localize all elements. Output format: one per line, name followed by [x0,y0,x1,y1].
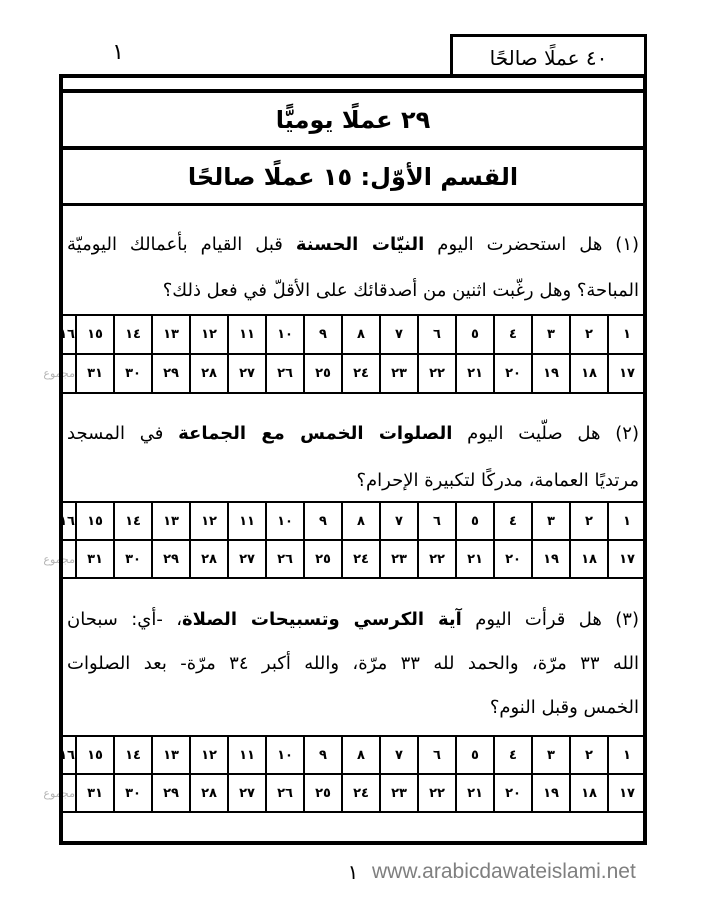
question-line [67,642,639,686]
question-text: المباحة؟ وهل رغّبت اثنين من أصدقائك على الأقلّ في فعل ذلك؟ [162,280,639,301]
day-cell: ٢٩ [152,774,190,812]
question-text: في المسجد [67,423,179,444]
day-cell: ١٧ [608,354,646,393]
day-cell: ١٨ [570,540,608,578]
day-cell: ٨ [342,315,380,354]
tracker-row [62,315,646,354]
total-cell: مجموع [62,540,76,578]
day-cell: ٥ [456,502,494,540]
question-text: الخمس وقبل النوم؟ [489,697,639,718]
day-cell: ١٢ [190,315,228,354]
question-line [67,457,639,504]
day-cell: ١٣ [152,736,190,774]
day-cell: ٣١ [76,774,114,812]
day-cell: ٢٢ [418,774,456,812]
day-cell: ١٩ [532,774,570,812]
day-cell: ٣٠ [114,354,152,393]
day-cell: ١٩ [532,540,570,578]
day-cell: ٩ [304,502,342,540]
day-cell: ٣١ [76,540,114,578]
question-1 [67,222,639,314]
question-text: قبل القيام بأعمالك اليوميّة [67,234,296,255]
day-cell: ٢٧ [228,354,266,393]
day-cell: ٢٥ [304,354,342,393]
day-cell: ٨ [342,502,380,540]
divider-line [59,146,647,150]
day-cell: ٢٦ [266,774,304,812]
day-cell: ٢٢ [418,354,456,393]
day-cell: ١ [608,502,646,540]
day-cell: ١٢ [190,502,228,540]
day-cell: ٥ [456,315,494,354]
day-cell: ١٥ [76,502,114,540]
day-cell: ١٦ [62,736,76,774]
total-cell: مجموع [62,354,76,393]
day-cell: ٦ [418,502,456,540]
day-cell: ٢٤ [342,774,380,812]
day-cell: ٢ [570,502,608,540]
question-line [67,686,639,730]
question-text: مرتديًا العمامة، مدركًا لتكبيرة الإحرام؟ [356,470,639,491]
day-cell: ٤ [494,315,532,354]
day-cell: ٣٠ [114,540,152,578]
day-tracker-grid-2 [43,501,647,579]
day-cell: ١٧ [608,540,646,578]
question-text: ، -أي: سبحان [67,609,183,630]
day-cell: ١ [608,736,646,774]
header-badge-label: ٤٠ عملًا صالحًا [489,45,608,70]
tracker-row [62,774,646,812]
day-cell: ٢٧ [228,540,266,578]
day-cell: ١٦ [62,502,76,540]
day-cell: ٢٥ [304,540,342,578]
day-cell: ٢٣ [380,774,418,812]
day-cell: ٧ [380,502,418,540]
day-cell: ٣ [532,315,570,354]
day-cell: ١٤ [114,502,152,540]
day-cell: ١٠ [266,315,304,354]
day-cell: ١ [608,315,646,354]
section-subtitle-text: القسم الأوّل: ١٥ عملًا صالحًا [187,162,519,191]
day-cell: ١٣ [152,315,190,354]
footer-website-link[interactable]: www.arabicdawateislami.net [372,860,636,883]
question-text-bold: النيّات الحسنة [295,234,425,255]
day-cell: ١٤ [114,736,152,774]
day-cell: ٩ [304,315,342,354]
question-line [67,222,639,268]
day-cell: ٥ [456,736,494,774]
tracker-row [62,502,646,540]
day-cell: ٢٠ [494,354,532,393]
day-cell: ٢١ [456,774,494,812]
day-cell: ٤ [494,502,532,540]
day-cell: ٢٨ [190,354,228,393]
day-cell: ٢٨ [190,540,228,578]
day-cell: ٢٠ [494,774,532,812]
day-tracker-grid-3 [43,735,647,813]
day-cell: ٢ [570,315,608,354]
day-cell: ١١ [228,315,266,354]
page-title-text: ٢٩ عملًا يوميًّا [275,105,431,134]
day-cell: ٢٧ [228,774,266,812]
day-cell: ٢٦ [266,540,304,578]
day-cell: ١٨ [570,774,608,812]
day-cell: ٤ [494,736,532,774]
question-text: (٢) هل صلّيت اليوم [452,423,639,444]
day-cell: ١٠ [266,502,304,540]
day-cell: ٨ [342,736,380,774]
question-3 [67,598,639,730]
day-cell: ٣٠ [114,774,152,812]
day-cell: ٢٢ [418,540,456,578]
day-cell: ٦ [418,315,456,354]
day-cell: ٢٨ [190,774,228,812]
day-cell: ٧ [380,315,418,354]
question-text: الله ٣٣ مرّة، والحمد لله ٣٣ مرّة، والله أكبر ٣٤ مرّة- بعد الصلوات [67,653,639,674]
day-cell: ١٤ [114,315,152,354]
day-cell: ٢٥ [304,774,342,812]
day-cell: ١٩ [532,354,570,393]
day-cell: ١٥ [76,736,114,774]
day-cell: ٣ [532,502,570,540]
footer-page-number: ١ [347,860,359,884]
day-cell: ٢١ [456,540,494,578]
tracker-row [62,736,646,774]
day-cell: ٣ [532,736,570,774]
question-2 [67,410,639,504]
question-line [67,268,639,314]
day-cell: ١١ [228,736,266,774]
day-cell: ١٠ [266,736,304,774]
question-text: (٣) هل قرأت اليوم [461,609,639,630]
question-text-bold: آية الكرسي وتسبيحات الصلاة [182,609,462,630]
day-cell: ١٦ [62,315,76,354]
question-text-bold: الصلوات الخمس مع الجماعة [178,423,453,444]
day-cell: ١١ [228,502,266,540]
day-cell: ٢٩ [152,354,190,393]
day-cell: ٢٤ [342,540,380,578]
page-title [63,93,643,146]
question-line [67,410,639,457]
day-cell: ١٧ [608,774,646,812]
section-subtitle [63,150,643,203]
question-line [67,598,639,642]
day-cell: ٢ [570,736,608,774]
header-page-number: ١ [112,40,124,65]
day-cell: ٩ [304,736,342,774]
day-tracker-grid-1 [43,314,647,394]
day-cell: ٢٦ [266,354,304,393]
day-cell: ٢٣ [380,354,418,393]
tracker-row [62,354,646,393]
day-cell: ٧ [380,736,418,774]
day-cell: ٢١ [456,354,494,393]
day-cell: ٢٩ [152,540,190,578]
day-cell: ٢٣ [380,540,418,578]
divider-line [59,89,647,93]
day-cell: ٢٤ [342,354,380,393]
day-cell: ٦ [418,736,456,774]
day-cell: ٣١ [76,354,114,393]
divider-line [59,203,647,206]
total-cell: مجموع [62,774,76,812]
header-badge [450,34,647,78]
day-cell: ١٥ [76,315,114,354]
tracker-row [62,540,646,578]
day-cell: ١٢ [190,736,228,774]
day-cell: ١٨ [570,354,608,393]
question-text: (١) هل استحضرت اليوم [424,234,639,255]
day-cell: ٢٠ [494,540,532,578]
day-cell: ١٣ [152,502,190,540]
